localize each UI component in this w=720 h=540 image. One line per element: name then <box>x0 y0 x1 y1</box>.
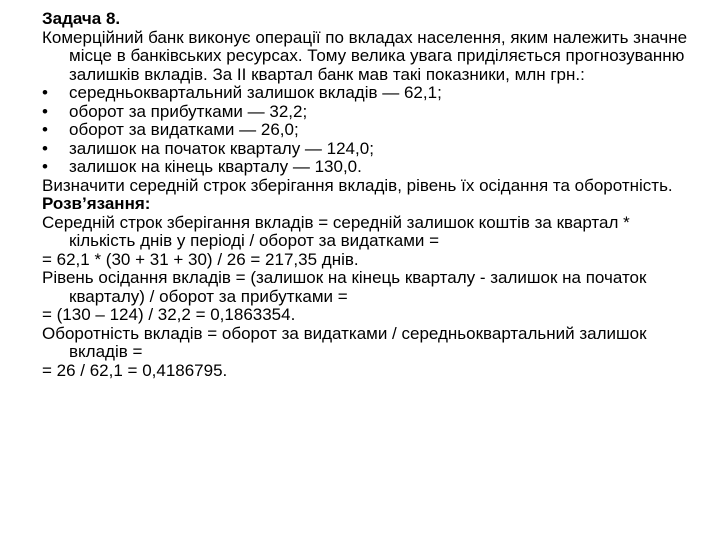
problem-document <box>42 10 692 380</box>
indicator-text: оборот за видатками — 26,0; <box>69 120 299 139</box>
problem-title: Задача 8. <box>42 9 121 28</box>
solution-heading: Розв’язання: <box>42 194 151 213</box>
bullet-marker: • <box>42 138 48 158</box>
task-statement: Визначити середній строк зберігання вкладів, рівень їх осідання та оборотність. <box>42 175 673 195</box>
problem-intro: Комерційний банк виконує операції по вкладах населення, яким належить значне місце в банківських ресурсах. Тому велика увага приділяється прогнозуванню залишків вкладів. За II квартал банк мав такі показники, млн грн.: <box>42 27 688 84</box>
bullet-marker: • <box>42 120 48 139</box>
indicator-text: залишок на кінець кварталу — 130,0. <box>69 157 362 176</box>
result-turnover: = 26 / 62,1 = 0,4186795. <box>42 360 228 380</box>
indicator-text: залишок на початок кварталу — 124,0; <box>69 138 374 158</box>
bullet-marker: • <box>42 83 48 102</box>
result-average-term: = 62,1 * (30 + 31 + 30) / 26 = 217,35 днів. <box>42 249 359 269</box>
formula-average-term: Середній строк зберігання вкладів = середній залишок коштів за квартал * кількість днів у періоді / оборот за видатками = <box>42 212 630 250</box>
indicator-item <box>42 103 692 122</box>
bullet-marker: • <box>42 157 48 176</box>
formula-turnover: Оборотність вкладів = оборот за видатками / середньоквартальний залишок вкладів = <box>42 323 647 361</box>
indicator-text: оборот за прибутками — 32,2; <box>69 101 308 121</box>
result-settling-level: = (130 – 124) / 32,2 = 0,1863354. <box>42 305 296 324</box>
indicator-item <box>42 84 692 103</box>
indicator-list <box>42 84 692 177</box>
indicator-item <box>42 140 692 159</box>
indicator-item <box>42 121 692 140</box>
formula-settling-level: Рівень осідання вкладів = (залишок на кінець кварталу - залишок на початок кварталу) / оборот за прибутками = <box>42 268 647 306</box>
bullet-marker: • <box>42 101 48 121</box>
indicator-text: середньоквартальний залишок вкладів — 62,1; <box>69 83 442 102</box>
indicator-item <box>42 158 692 177</box>
